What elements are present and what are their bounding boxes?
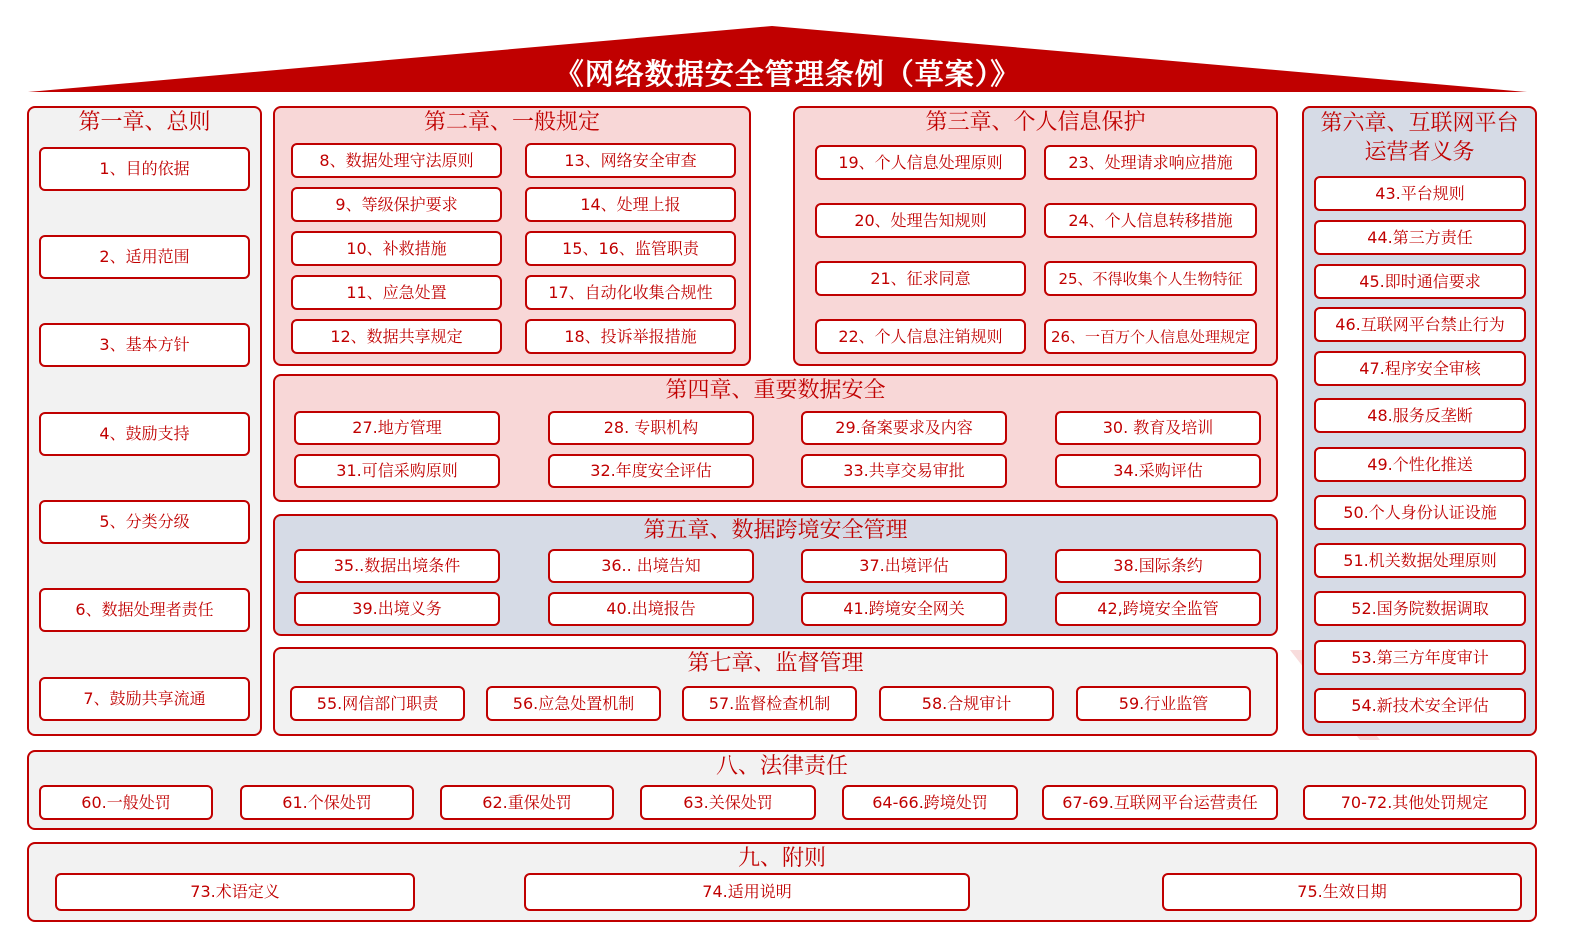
ch5-article-box: 35..数据出境条件 [294,549,500,583]
ch5-article-box: 40.出境报告 [548,592,754,626]
ch7-article-box: 56.应急处置机制 [486,686,661,721]
ch2-article-box: 12、数据共享规定 [291,319,502,354]
ch3-article-box: 25、不得收集个人生物特征 [1044,261,1257,296]
ch1-article-box: 7、鼓励共享流通 [39,677,250,721]
ch2-article-box: 8、数据处理守法原则 [291,143,502,178]
ch1-article-box: 2、适用范围 [39,235,250,279]
ch7-article-box: 55.网信部门职责 [290,686,465,721]
ch6-article-box: 48.服务反垄断 [1314,398,1526,433]
chapter-8-title: 八、法律责任 [715,754,848,779]
ch2-article-box: 9、等级保护要求 [291,187,502,222]
ch7-article-box: 57.监督检查机制 [682,686,857,721]
ch3-article-box: 21、征求同意 [815,261,1026,296]
ch6-article-box: 49.个性化推送 [1314,447,1526,482]
chapter-3-title: 第三章、个人信息保护 [925,110,1146,135]
ch4-article-box: 33.共享交易审批 [801,454,1007,488]
ch9-article-box: 74.适用说明 [524,873,970,911]
ch6-article-box: 50.个人身份认证设施 [1314,495,1526,530]
ch8-article-box: 61.个保处罚 [240,785,414,820]
ch2-article-box: 13、网络安全审查 [525,143,736,178]
ch8-article-box: 62.重保处罚 [440,785,614,820]
ch8-article-box: 70-72.其他处罚规定 [1303,785,1526,820]
ch3-article-box: 24、个人信息转移措施 [1044,203,1257,238]
ch8-article-box: 63.关保处罚 [640,785,816,820]
ch5-article-box: 38.国际条约 [1055,549,1261,583]
ch6-article-box: 45.即时通信要求 [1314,264,1526,299]
ch8-article-box: 60.一般处罚 [39,785,213,820]
ch4-article-box: 27.地方管理 [294,411,500,445]
ch5-article-box: 36.. 出境告知 [548,549,754,583]
ch3-article-box: 22、个人信息注销规则 [815,319,1026,354]
ch2-article-box: 18、投诉举报措施 [525,319,736,354]
ch2-article-box: 17、自动化收集合规性 [525,275,736,310]
ch6-article-box: 52.国务院数据调取 [1314,591,1526,626]
ch6-article-box: 53.第三方年度审计 [1314,640,1526,675]
ch4-article-box: 34.采购评估 [1055,454,1261,488]
chapter-7-title: 第七章、监督管理 [687,651,864,676]
ch4-article-box: 32.年度安全评估 [548,454,754,488]
ch3-article-box: 20、处理告知规则 [815,203,1026,238]
chapter-6-title: 第六章、互联网平台运营者义务 [1320,111,1519,165]
ch8-article-box: 67-69.互联网平台运营责任 [1042,785,1278,820]
ch1-article-box: 4、鼓励支持 [39,412,250,456]
chapter-2-title: 第二章、一般规定 [423,110,600,135]
ch3-article-box: 23、处理请求响应措施 [1044,145,1257,180]
ch1-article-box: 3、基本方针 [39,323,250,367]
ch6-article-box: 46.互联网平台禁止行为 [1314,307,1526,342]
ch4-article-box: 30. 教育及培训 [1055,411,1261,445]
ch5-article-box: 39.出境义务 [294,592,500,626]
ch6-article-box: 54.新技术安全评估 [1314,688,1526,723]
ch5-article-box: 37.出境评估 [801,549,1007,583]
ch2-article-box: 11、应急处置 [291,275,502,310]
chapter-9-title: 九、附则 [737,846,826,871]
ch5-article-box: 41.跨境安全网关 [801,592,1007,626]
ch6-article-box: 51.机关数据处理原则 [1314,543,1526,578]
ch9-article-box: 75.生效日期 [1162,873,1522,911]
ch1-article-box: 1、目的依据 [39,147,250,191]
ch4-article-box: 29.备案要求及内容 [801,411,1007,445]
ch3-article-box: 26、一百万个人信息处理规定 [1044,319,1257,354]
ch7-article-box: 59.行业监管 [1076,686,1251,721]
ch4-article-box: 28. 专职机构 [548,411,754,445]
ch7-article-box: 58.合规审计 [879,686,1054,721]
ch1-article-box: 5、分类分级 [39,500,250,544]
chapter-5-title: 第五章、数据跨境安全管理 [643,518,908,543]
ch6-article-box: 47.程序安全审核 [1314,351,1526,386]
ch5-article-box: 42,跨境安全监管 [1055,592,1261,626]
chapter-1-title: 第一章、总则 [78,110,211,135]
page-title: 《网络数据安全管理条例（草案）》 [554,57,1021,91]
chapter-4-title: 第四章、重要数据安全 [665,378,886,403]
ch2-article-box: 15、16、监管职责 [525,231,736,266]
ch4-article-box: 31.可信采购原则 [294,454,500,488]
ch2-article-box: 14、处理上报 [525,187,736,222]
ch2-article-box: 10、补救措施 [291,231,502,266]
ch3-article-box: 19、个人信息处理原则 [815,145,1026,180]
ch9-article-box: 73.术语定义 [55,873,415,911]
ch1-article-box: 6、数据处理者责任 [39,588,250,632]
ch6-article-box: 44.第三方责任 [1314,220,1526,255]
ch6-article-box: 43.平台规则 [1314,176,1526,211]
ch8-article-box: 64-66.跨境处罚 [842,785,1018,820]
